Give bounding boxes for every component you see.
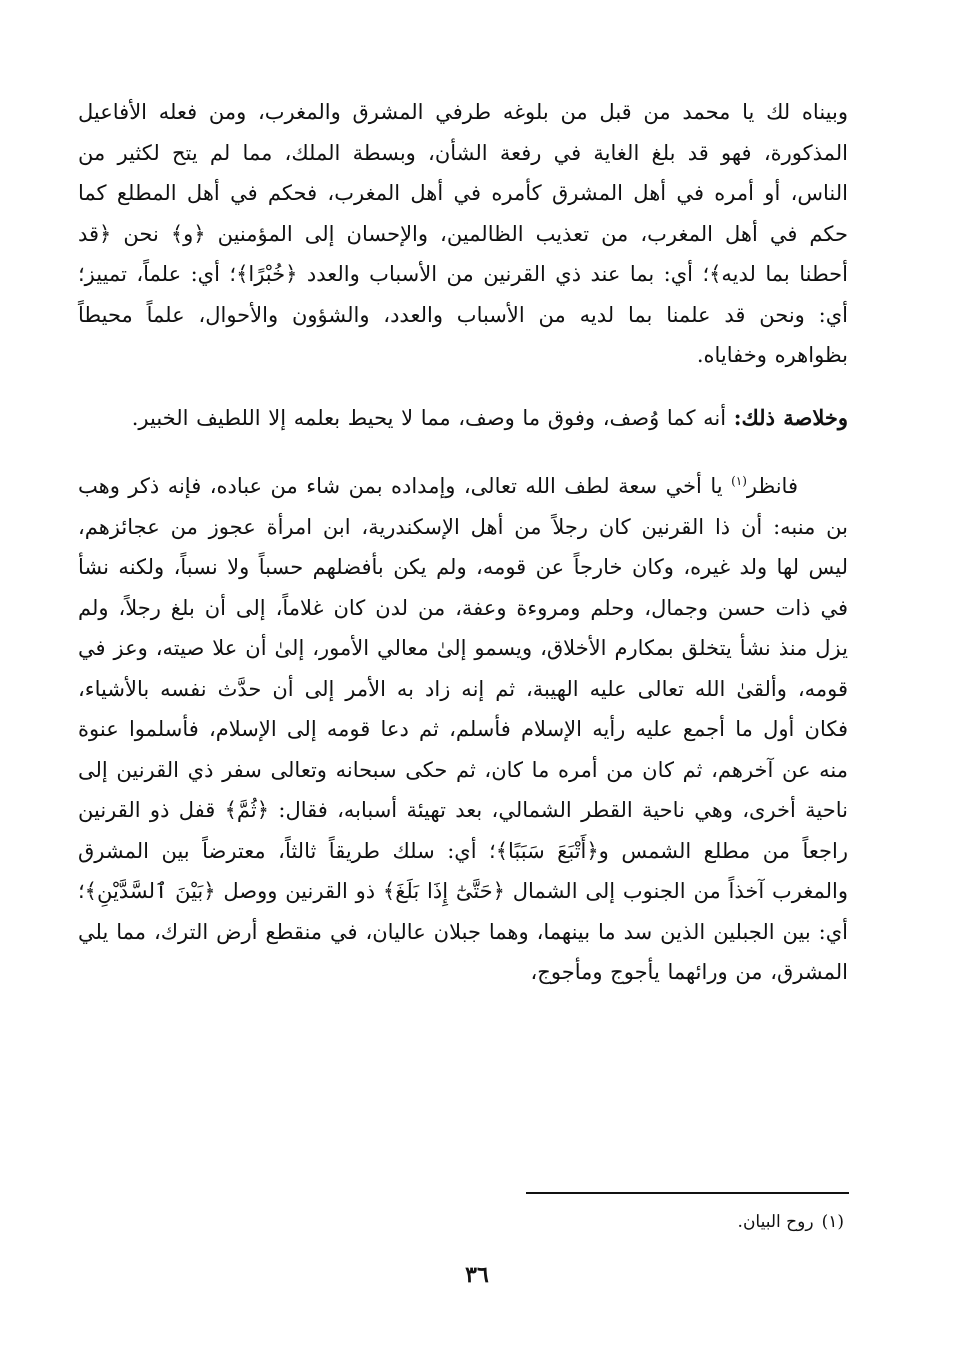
paragraph-3-body: يا أخي سعة لطف الله تعالى، وإمداده بمن شاء من عباده، فإنه ذكر وهب بن منبه: أن ذا القرنين كان رجلاً من أهل الإسكندرية، ابن امرأة عجوز من عجائزهم، ليس لها ولد غيره، وكان خارجاً عن قومه، ولم يكن بأفضلهم حسباً ولا نسباً، ولكنه نشأ في ذات حسن وجمال، وحلم ومروءة وعفة، من لدن كان غلاماً، إلى أن بلغ رجلاً، ولم يزل منذ نشأ يتخلق بمكارم الأخلاق، ويسمو إلىٰ معالي الأمور، إلىٰ أن علا صيته، وعز في قومه، وألقىٰ الله تعالى عليه الهيبة، ثم إنه زاد به الأمر إلى أن حدَّث نفسه بالأشياء، فكان أول ما أجمع عليه رأيه الإسلام فأسلم، ثم دعا قومه إلى الإسلام، فأسلموا عنوة منه عن آخرهم، ثم كان من أمره ما كان، ثم حكى سبحانه وتعالى سفر ذي القرنين إلى ناحية أخرى، وهي ناحية القطر الشمالي، بعد تهيئة أسبابه، فقال: ﴿ثُمَّ﴾ قفل ذو القرنين راجعاً من مطلع الشمس و﴿أَتْبَعَ سَبَبًا﴾؛ أي: سلك طريقاً ثالثاً، معترضاً بين المشرق والمغرب آخذاً من الجنوب إلى الشمال ﴿حَتَّىٰٓ إِذَا بَلَغَ﴾ ذو القرنين ووصل ﴿بَيْنَ ٱلسَّدَّيْنِ﴾؛ أي: بين الجبلين الذين سد ما بينهما، وهما جبلان عاليان، في منقطع أرض الترك، مما يلي المشرق، من ورائهما يأجوج ومأجوج، [78, 474, 848, 984]
paragraph-2 [78, 398, 848, 439]
footnote-divider [526, 1192, 849, 1194]
page-number: ٣٦ [465, 1262, 489, 1288]
paragraph-3-text [78, 466, 848, 993]
paragraph-2-body: أنه كما وُصف، وفوق ما وصف، مما لا يحيط بعلمه إلا اللطيف الخبير. [131, 405, 734, 430]
page-body [78, 92, 848, 993]
paragraph-1 [78, 92, 848, 376]
paragraph-3-start: فانظر [746, 474, 798, 498]
footnote-reference[interactable]: (١) [731, 474, 747, 488]
paragraph-2-text [78, 398, 848, 439]
paragraph-1-text: وبيناه لك يا محمد من قبل من بلوغه طرفي المشرق والمغرب، ومن فعله الأفاعيل المذكورة، فهو قد بلغ الغاية في رفعة الشأن، وبسطة الملك، مما لم يتح لكثير من الناس، أو أمره في أهل المشرق كأمره في أهل المغرب، فحكم في أهل المطلع كما حكم في أهل المغرب، من تعذيب الظالمين، والإحسان إلى المؤمنين ﴿و﴾ نحن ﴿قد أحطنا بما لديه﴾؛ أي: بما عند ذي القرنين من الأسباب والعدد ﴿خُبْرًا﴾؛ أي: علماً، تمييز؛ أي: ونحن قد علمنا بما لديه من الأسباب والعدد، والشؤون والأحوال، علماً محيطاً بظواهره وخفاياه. [78, 100, 848, 367]
footnote-text: روح البيان. [737, 1212, 814, 1232]
paragraph-3 [78, 466, 848, 993]
footnote [738, 1208, 844, 1236]
footnote-number: (١) [821, 1212, 844, 1232]
summary-heading: وخلاصة ذلك: [733, 404, 848, 430]
